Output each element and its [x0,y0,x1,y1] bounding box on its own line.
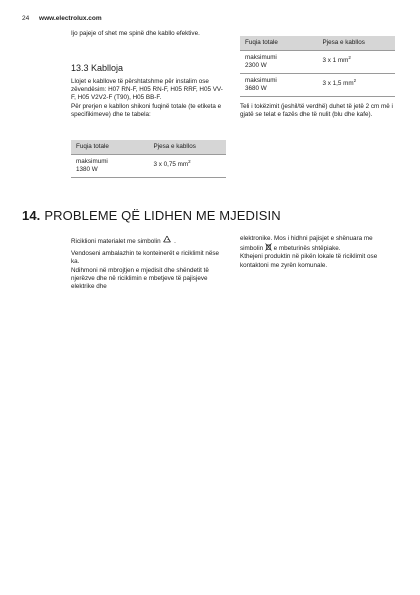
cable-types-text: Llojet e kabllove të përshtatshme për instalim ose zëvendësim: H07 RN-F, H05 RN-F, H05 RRF, H05 VV-F, H05 V2V2-F (T90), H05 BB-F. Për prerjen e kabllon shikoni fuqinë totale (te etiketa e specifikimeve) dhe te tabela: [71,78,223,118]
weee-paragraph: elektronike. Mos i hidhni pajisjet e shënuara me simbolin e mbeturinës shtëpiake. [240,235,373,253]
page-header [22,15,102,22]
website: www.electrolux.com [39,15,102,22]
section-cell: 3 x 1,5 $mm^2$ [318,74,396,97]
col-header-power: Fuqia totale [71,140,149,155]
power-cell: maksimumi 2300 W [240,51,318,74]
col-header-power: Fuqia totale [240,36,318,51]
table-row [71,155,226,178]
env-text-right: elektronike. Mos i hidhni pajisjet e shënuara me simbolin e mbeturinës shtëpiake. Kthejeni produktin në pikën lokale të riciklimit ose kontaktoni me zyrën komunale. [240,235,395,270]
power-cell: maksimumi 1380 W [71,155,149,178]
ground-wire-note: Teli i tokëzimit (jeshil/të verdhë) duhet të jetë 2 cm më i gjatë se telat e fazës dhe të nulit (blu dhe kafe). [240,103,393,119]
recycle-paragraph: Riciklioni materialet me simbolin . [71,235,226,246]
section-cell: 3 x 1 $mm^2$ [318,51,396,74]
section-cell: 3 x 0,75 $mm^2$ [149,155,227,178]
intro-text: Ijo pajeje of shet me spinë dhe kabllo efektive. [71,30,200,37]
power-cell: maksimumi 3680 W [240,74,318,97]
cable-table-right [240,36,395,97]
cable-table-left [71,140,226,178]
col-header-section: Pjesa e kabllos [149,140,227,155]
table-row [240,51,395,74]
subheading: 13.3 Kablloja [71,63,124,73]
recycle-icon [162,235,172,245]
col-header-section: Pjesa e kabllos [318,36,396,51]
page-number: 24 [22,15,30,22]
section-title: 14. PROBLEME QË LIDHEN ME MJEDISIN [22,208,281,223]
env-text-left: Riciklioni materialet me simbolin . Vendoseni ambalazhin te konteinerët e riciklimit nëse ka. Ndihmoni në mbrojtjen e mjedisit dhe shëndetit të njerëzve dhe në riciklimin e mbetjeve të pajisjeve elektrike dhe [71,235,226,291]
crossed-bin-icon [265,243,272,251]
table-row [240,74,395,97]
